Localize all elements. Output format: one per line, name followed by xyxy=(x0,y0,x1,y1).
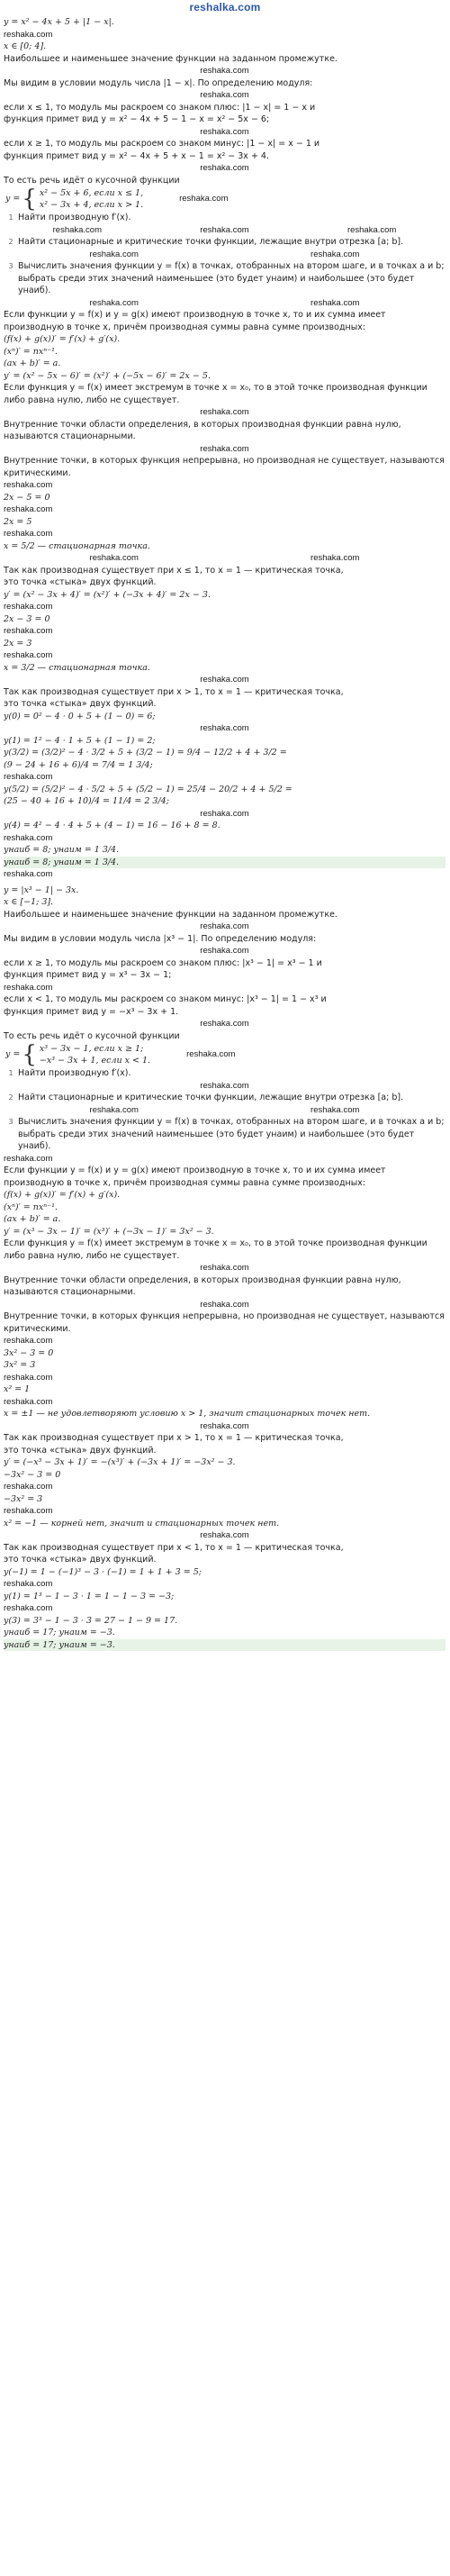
text-line: То есть речь идёт о кусочной функции xyxy=(4,175,180,186)
brace-icon: { xyxy=(22,186,37,213)
text-paragraph: Внутренние точки, в которых функция непрерывна, но производная не существует, называются критическими. xyxy=(4,456,445,478)
formula: (f(x) + g(x))′ = f′(x) + g′(x). xyxy=(4,334,121,344)
interval: x ∈ [−1; 3]. xyxy=(4,897,54,907)
watermark: reshaka.com xyxy=(4,1603,53,1613)
watermark: reshaka.com xyxy=(52,224,103,235)
brace-icon: { xyxy=(22,1041,37,1068)
equation: 3x² − 3 = 0 xyxy=(4,1347,54,1358)
watermark: reshaka.com xyxy=(89,1104,139,1115)
case-line: x³ − 3x − 1, если x ≥ 1; xyxy=(39,1044,144,1054)
watermark: reshaka.com xyxy=(200,443,249,454)
result-line: yнаиб = 17; yнаим = −3. xyxy=(4,1628,115,1637)
watermark: reshaka.com xyxy=(200,808,249,819)
value-calc: (25 − 40 + 16 + 10)/4 = 11/4 = 2 3/4; xyxy=(4,796,169,806)
task-text: Наибольшее и наименьшее значение функции на заданном промежутке. xyxy=(4,909,338,920)
text-line: Так как производная существует при x > 1, то x = 1 — критическая точка, xyxy=(4,686,344,697)
text-line: если x ≥ 1, то модуль мы раскроем со знаком плюс: |x³ − 1| = x³ − 1 и xyxy=(4,957,322,968)
watermark: reshaka.com xyxy=(4,504,53,514)
watermark: reshaka.com xyxy=(4,982,53,993)
text-paragraph: Если функции y = f(x) и y = g(x) имеют производную в точке x, то и их сумма имеет производную в точке x, причём производная суммы равна сумме производных: xyxy=(4,1166,386,1188)
text-line: это точка «стыка» двух функций. xyxy=(4,1445,157,1456)
watermark: reshaka.com xyxy=(89,553,139,563)
formula: (xⁿ)′ = nxⁿ⁻¹. xyxy=(4,346,58,357)
case-line: −x³ − 3x + 1, если x < 1. xyxy=(39,1056,151,1066)
equation: 2x = 3 xyxy=(4,638,32,649)
text-line: функция примет вид y = x² − 4x + 5 − 1 − x = x² − 5x − 6; xyxy=(4,114,270,124)
answer-highlight: yнаиб = 8; yнаим = 1 3/4. xyxy=(4,857,446,869)
text-line: если x < 1, то модуль мы раскроем со знаком минус: |x³ − 1| = 1 − x³ и xyxy=(4,994,327,1004)
watermark: reshaka.com xyxy=(4,832,53,843)
value-calc: y(5/2) = (5/2)² − 4 · 5/2 + 5 + (5/2 − 1) = 25/4 − 20/2 + 4 + 5/2 = xyxy=(4,784,292,794)
value-calc: y(3/2) = (3/2)² − 4 · 3/2 + 5 + (3/2 − 1) = 9/4 − 12/2 + 4 + 3/2 = xyxy=(4,748,287,757)
value-calc: y(1) = 1² − 4 · 1 + 5 + (1 − 1) = 2; xyxy=(4,735,156,746)
watermark: reshaka.com xyxy=(310,1104,360,1115)
derivative: y′ = (x³ − 3x − 1)′ = (x³)′ + (−3x − 1)′ = 3x² − 3. xyxy=(4,1226,214,1237)
text-paragraph: Если функции y = f(x) и y = g(x) имеют производную в точке x, то и их сумма имеет производную в точке x, причём производная суммы равна сумме производных: xyxy=(4,310,386,332)
value-calc: (9 − 24 + 16 + 6)/4 = 7/4 = 1 3/4; xyxy=(4,759,153,770)
text-line: это точка «стыка» двух функций. xyxy=(4,577,157,587)
equation: x = 5/2 — стационарная точка. xyxy=(4,540,150,551)
step-item: 3 Вычислить значения функции y = f(x) в точках, отобранных на втором шаге, и в точках a и b; выбрать среди этих значений наименьшее (это будет yнаим) и наибольшее (это будет yнаиб). xyxy=(8,261,445,295)
text-line: Мы видим в условии модуль числа |1 − x|. По определению модуля: xyxy=(4,77,313,88)
watermark: reshaka.com xyxy=(4,29,53,40)
watermark: reshaka.com xyxy=(4,626,53,636)
watermark: reshaka.com xyxy=(200,90,249,100)
watermark: reshaka.com xyxy=(200,224,249,235)
derivative: y′ = (x² − 5x − 6)′ = (x²)′ + (−5x − 6)′ = 2x − 5. xyxy=(4,370,211,381)
equation: x² = 1 xyxy=(4,1384,31,1394)
case-line: x² − 3x + 4, если x > 1. xyxy=(39,200,144,210)
text-line: Так как производная существует при x < 1, то x = 1 — критическая точка, xyxy=(4,1542,344,1553)
watermark: reshaka.com xyxy=(4,529,53,539)
text-paragraph: Внутренние точки области определения, в которых производная функции равна нулю, называются стационарными. xyxy=(4,419,401,441)
watermark: reshaka.com xyxy=(310,553,360,563)
watermark: reshaka.com xyxy=(186,1049,236,1060)
watermark: reshaka.com xyxy=(200,1019,249,1029)
piecewise-function: y = { x² − 5x + 6, если x ≤ 1, x² − 3x + 4, если x > 1. reshaka.com xyxy=(5,186,229,213)
formula: (ax + b)′ = a. xyxy=(4,358,61,368)
watermark: reshaka.com xyxy=(200,723,249,733)
value-calc: y(3) = 3³ − 1 − 3 · 3 = 27 − 1 − 9 = 17. xyxy=(4,1615,178,1626)
text-line: Мы видим в условии модуль числа |x³ − 1|. По определению модуля: xyxy=(4,933,317,944)
answer-highlight: yнаиб = 17; yнаим = −3. xyxy=(4,1639,446,1652)
watermark: reshaka.com xyxy=(200,1080,249,1091)
text-line: если x ≤ 1, то модуль мы раскроем со знаком плюс: |1 − x| = 1 − x и xyxy=(4,102,316,113)
watermark: reshaka.com xyxy=(4,869,53,879)
watermark: reshaka.com xyxy=(200,126,249,137)
watermark: reshaka.com xyxy=(200,921,249,931)
function-statement: y = |x³ − 1| − 3x. xyxy=(4,884,79,895)
watermark: reshaka.com xyxy=(200,1530,249,1540)
equation: x = 3/2 — стационарная точка. xyxy=(4,662,150,673)
value-calc: y(0) = 0² − 4 · 0 + 5 + (1 − 0) = 6; xyxy=(4,711,156,721)
text-line: Так как производная существует при x ≤ 1, то x = 1 — критическая точка, xyxy=(4,565,344,576)
result-line: yнаиб = 8; yнаим = 1 3/4. xyxy=(4,845,120,855)
watermark: reshaka.com xyxy=(4,650,53,660)
equation: x = ±1 — не удовлетворяют условию x > 1, значит стационарных точек нет. xyxy=(4,1409,371,1419)
watermark: reshaka.com xyxy=(89,249,139,259)
watermark: reshaka.com xyxy=(200,407,249,417)
value-calc: y(4) = 4² − 4 · 4 + 5 + (4 − 1) = 16 − 16 + 8 = 8. xyxy=(4,821,220,830)
formula: (ax + b)′ = a. xyxy=(4,1214,61,1224)
derivative: y′ = (−x³ − 3x + 1)′ = −(x³)′ + (−3x + 1)′ = −3x² − 3. xyxy=(4,1457,236,1467)
watermark: reshaka.com xyxy=(200,1420,249,1431)
task-text: Наибольшее и наименьшее значение функции на заданном промежутке. xyxy=(4,53,338,64)
site-logo[interactable]: reshalka.com xyxy=(189,1,261,14)
text-line: функция примет вид y = x³ − 3x − 1; xyxy=(4,970,172,980)
text-line: если x ≥ 1, то модуль мы раскроем со знаком минус: |1 − x| = x − 1 и xyxy=(4,139,320,149)
watermark: reshaka.com xyxy=(89,297,139,308)
text-line: функция примет вид y = −x³ − 3x + 1. xyxy=(4,1006,179,1017)
equation: 2x = 5 xyxy=(4,516,32,527)
step-item: 2 Найти стационарные и критические точки функции, лежащие внутри отрезка [a; b]. xyxy=(8,1093,404,1102)
watermark: reshaka.com xyxy=(200,66,249,76)
equation: −3x² − 3 = 0 xyxy=(4,1469,61,1480)
watermark: reshaka.com xyxy=(4,1396,53,1407)
watermark: reshaka.com xyxy=(200,1263,249,1273)
watermark: reshaka.com xyxy=(4,772,53,782)
watermark: reshaka.com xyxy=(4,1579,53,1589)
equation: 2x − 3 = 0 xyxy=(4,613,50,624)
interval: x ∈ [0; 4]. xyxy=(4,41,47,51)
text-line: это точка «стыка» двух функций. xyxy=(4,699,157,709)
derivative: y′ = (x² − 3x + 4)′ = (x²)′ + (−3x + 4)′ = 2x − 3. xyxy=(4,589,211,600)
step-item: 3 Вычислить значения функции y = f(x) в точках, отобранных на втором шаге, и в точках a и b; выбрать среди этих значений наименьшее (это будет yнаим) и наибольшее (это будет yнаиб). xyxy=(8,1117,445,1151)
text-paragraph: Внутренние точки области определения, в которых производная функции равна нулю, называются стационарными. xyxy=(4,1274,401,1297)
equation: 2x − 5 = 0 xyxy=(4,492,50,503)
equation: 3x² = 3 xyxy=(4,1360,36,1370)
watermark: reshaka.com xyxy=(4,1482,53,1492)
watermark: reshaka.com xyxy=(346,224,397,235)
watermark: reshaka.com xyxy=(4,480,53,490)
value-calc: y(1) = 1³ − 1 − 3 · 1 = 1 − 1 − 3 = −3; xyxy=(4,1591,175,1601)
step-item: 1 Найти производную f′(x). xyxy=(8,1068,131,1078)
text-line: Так как производная существует при x > 1, то x = 1 — критическая точка, xyxy=(4,1433,344,1443)
equation: −3x² = 3 xyxy=(4,1493,43,1504)
step-item: 1 Найти производную f′(x). xyxy=(8,213,131,222)
step-item: 2 Найти стационарные и критические точки функции, лежащие внутри отрезка [a; b]. xyxy=(8,237,404,247)
watermark: reshaka.com xyxy=(310,249,360,259)
equation: x² = −1 — корней нет, значит и стационарных точек нет. xyxy=(4,1518,280,1528)
watermark: reshaka.com xyxy=(310,297,360,308)
text-line: То есть речь идёт о кусочной функции xyxy=(4,1030,180,1041)
function-statement: y = x² − 4x + 5 + |1 − x|. xyxy=(4,17,114,27)
solution-content xyxy=(0,16,450,1651)
watermark: reshaka.com xyxy=(4,1336,53,1346)
piecewise-function: y = { x³ − 3x − 1, если x ≥ 1; −x³ − 3x + 1, если x < 1. reshaka.com xyxy=(5,1041,236,1068)
formula: (xⁿ)′ = nxⁿ⁻¹. xyxy=(4,1202,58,1212)
watermark: reshaka.com xyxy=(200,163,249,173)
value-calc: y(−1) = 1 − (−1)³ − 3 · (−1) = 1 + 1 + 3 = 5; xyxy=(4,1566,202,1577)
watermark: reshaka.com xyxy=(200,946,249,956)
watermark: reshaka.com xyxy=(200,1299,249,1310)
watermark: reshaka.com xyxy=(179,194,229,204)
text-paragraph: Если функция y = f(x) имеет экстремум в точке x = x₀, то в этой точке производная функции либо равна нулю, либо не существует. xyxy=(4,1238,428,1261)
text-paragraph: Если функция y = f(x) имеет экстремум в точке x = x₀, то в этой точке производная функции либо равна нулю, либо не существует. xyxy=(4,383,428,405)
text-paragraph: Внутренние точки, в которых функция непрерывна, но производная не существует, называются критическими. xyxy=(4,1311,445,1334)
watermark: reshaka.com xyxy=(4,602,53,612)
formula: (f(x) + g(x))′ = f′(x) + g′(x). xyxy=(4,1190,121,1200)
watermark: reshaka.com xyxy=(200,675,249,685)
text-line: функция примет вид y = x² − 4x + 5 + x − 1 = x² − 3x + 4. xyxy=(4,150,269,161)
text-line: это точка «стыка» двух функций. xyxy=(4,1555,157,1565)
case-line: x² − 5x + 6, если x ≤ 1, xyxy=(39,188,144,198)
watermark: reshaka.com xyxy=(4,1153,53,1164)
watermark: reshaka.com xyxy=(4,1506,53,1516)
watermark: reshaka.com xyxy=(4,1372,53,1383)
